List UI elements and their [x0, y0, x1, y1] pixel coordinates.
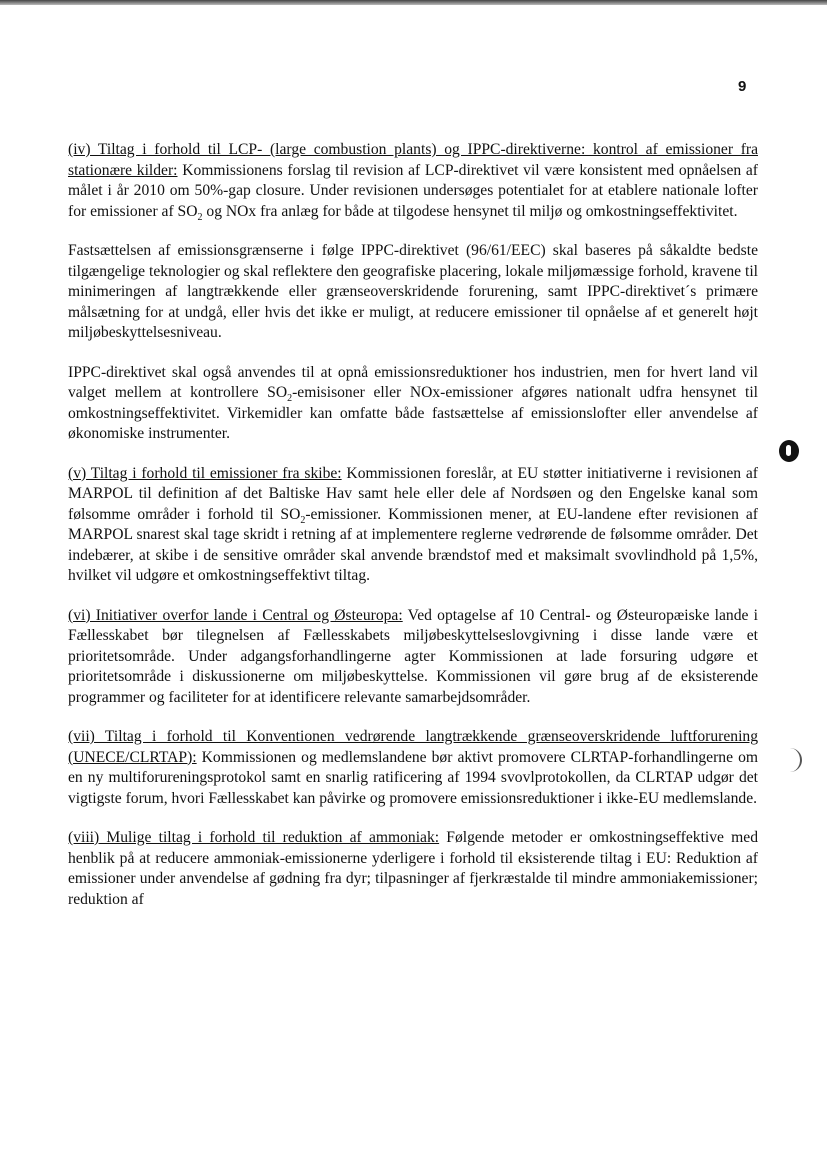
section-viii-text: Følgende metoder er omkostningseffektive med henblik på at reducere ammoniak-emissionerne yderligere i forhold til eksisterende tiltag i EU: Reduktion af emissioner under anvendelse af gødning fra dyr; tilpasninger af fjerkræstalde til mindre ammoniakemissioner; reduktion af: [68, 829, 759, 908]
section-iv-text-part2: og NOx fra anlæg for både at tilgodese hensynet til miljø og omkostningseffektivitet.: [202, 202, 738, 220]
binder-ring-mark: [786, 748, 802, 772]
subscript-2: 2: [197, 211, 203, 223]
page-number: 9: [738, 78, 747, 95]
ippc-paragraph-1: [68, 241, 758, 344]
section-v-text-part2: -emissioner. Kommissionen mener, at EU-landene efter revisionen af MARPOL snarest skal tage skridt i retning af at implementere reglerne vedrørende de følsomme områder. Det indebærer, at skibe i de sensitive områder skal anvende brændstof med et maksimalt svovlindhold på 1,5%, hvilket vil udgøre et omkostningseffektivt tiltag.: [68, 505, 758, 584]
section-vi-heading: (vi) Initiativer overfor lande i Central og Østeuropa:: [68, 606, 403, 624]
section-iv-paragraph: [68, 140, 758, 222]
section-vi-text: Ved optagelse af 10 Central- og Østeuropæiske lande i Fællesskabet bør tilegnelsen af Fællesskabets miljøbeskyttelseslovgivning i disse lande være et prioritetsområde. Under adgangsforhandlingerne agter Kommissionen at lade forsuring udgøre et prioritetsområde i diskussionerne om miljøbeskyttelse. Kommissionen vil gøre brug af de eksisterende programmer og faciliteter for at identificere relevante samarbejdsområder.: [68, 606, 759, 706]
scan-top-edge: [0, 0, 827, 5]
ippc-paragraph-2-text-part2: -emisisoner eller NOx-emissioner afgøres nationalt udfra hensynet til omkostningseffektivitet. Virkemidler kan omfatte både fastsættelse af emissionslofter eller anvendelse af økonomiske instrumenter.: [68, 384, 758, 442]
section-v-paragraph: [68, 464, 758, 587]
section-iv-text-part1: Kommissionens forslag til revision af LCP-direktivet vil være konsistent med opnåelsen af målet i år 2010 om 50%-gap closure. Under revisionen undersøges potentialet for at etablere nationale lofter for emissioner af SO: [68, 161, 759, 220]
section-iv-heading: (iv) Tiltag i forhold til LCP- (large combustion plants) og IPPC-direktiverne: kontrol af emissioner fra stationære kilder:: [68, 141, 758, 179]
subscript-2: 2: [287, 393, 293, 405]
subscript-2: 2: [300, 514, 306, 526]
section-viii-heading: (viii) Mulige tiltag i forhold til reduktion af ammoniak:: [68, 829, 440, 846]
ippc-paragraph-1-text: Fastsættelsen af emissionsgrænserne i følge IPPC-direktivet (96/61/EEC) skal baseres på såkaldte bedste tilgængelige teknologier og skal reflektere den geografiske placering, lokale miljømæssige forhold, kravene til minimeringen af langtrækkende eller grænseoverskridende forurening, samt IPPC-direktivet´s primære målsætning for at undgå, eller hvis det ikke er muligt, at reducere emissioner til opnåelse af et generelt højt miljøbeskyttelsesniveau.: [68, 242, 758, 341]
binder-hole-mark: [779, 440, 799, 462]
ippc-paragraph-2: [68, 363, 758, 445]
section-viii-paragraph: [68, 828, 758, 910]
section-v-heading: (v) Tiltag i forhold til emissioner fra skibe:: [68, 464, 342, 482]
section-vi-paragraph: [68, 606, 758, 709]
ippc-paragraph-2-text-part1: IPPC-direktivet skal også anvendes til at opnå emissionsreduktioner hos industrien, men for hvert land vil valget mellem at kontrollere SO: [68, 363, 758, 401]
section-v-text-part1: Kommissionen foreslår, at EU støtter initiativerne i revisionen af MARPOL til definition af det Baltiske Hav samt hele eller dele af Nordsøen og den Engelske kanal som følsomme områder i forhold til SO: [68, 464, 759, 523]
section-vii-paragraph: [68, 727, 758, 809]
document-body: [68, 140, 758, 929]
section-vii-text: Kommissionen og medlemslandene bør aktivt promovere CLRTAP-forhandlingerne om en ny multiforureningsprotokol samt en snarlig ratificering af 1994 svovlprotokollen, da CLRTAP udgør det vigtigste forum, hvori Fællesskabet kan påvirke og promovere emissionsreduktioner i ikke-EU medlemslande.: [68, 748, 758, 807]
section-vii-heading: (vii) Tiltag i forhold til Konventionen vedrørende langtrækkende grænseoverskridende luftforurening (UNECE/CLRTAP):: [68, 728, 758, 766]
